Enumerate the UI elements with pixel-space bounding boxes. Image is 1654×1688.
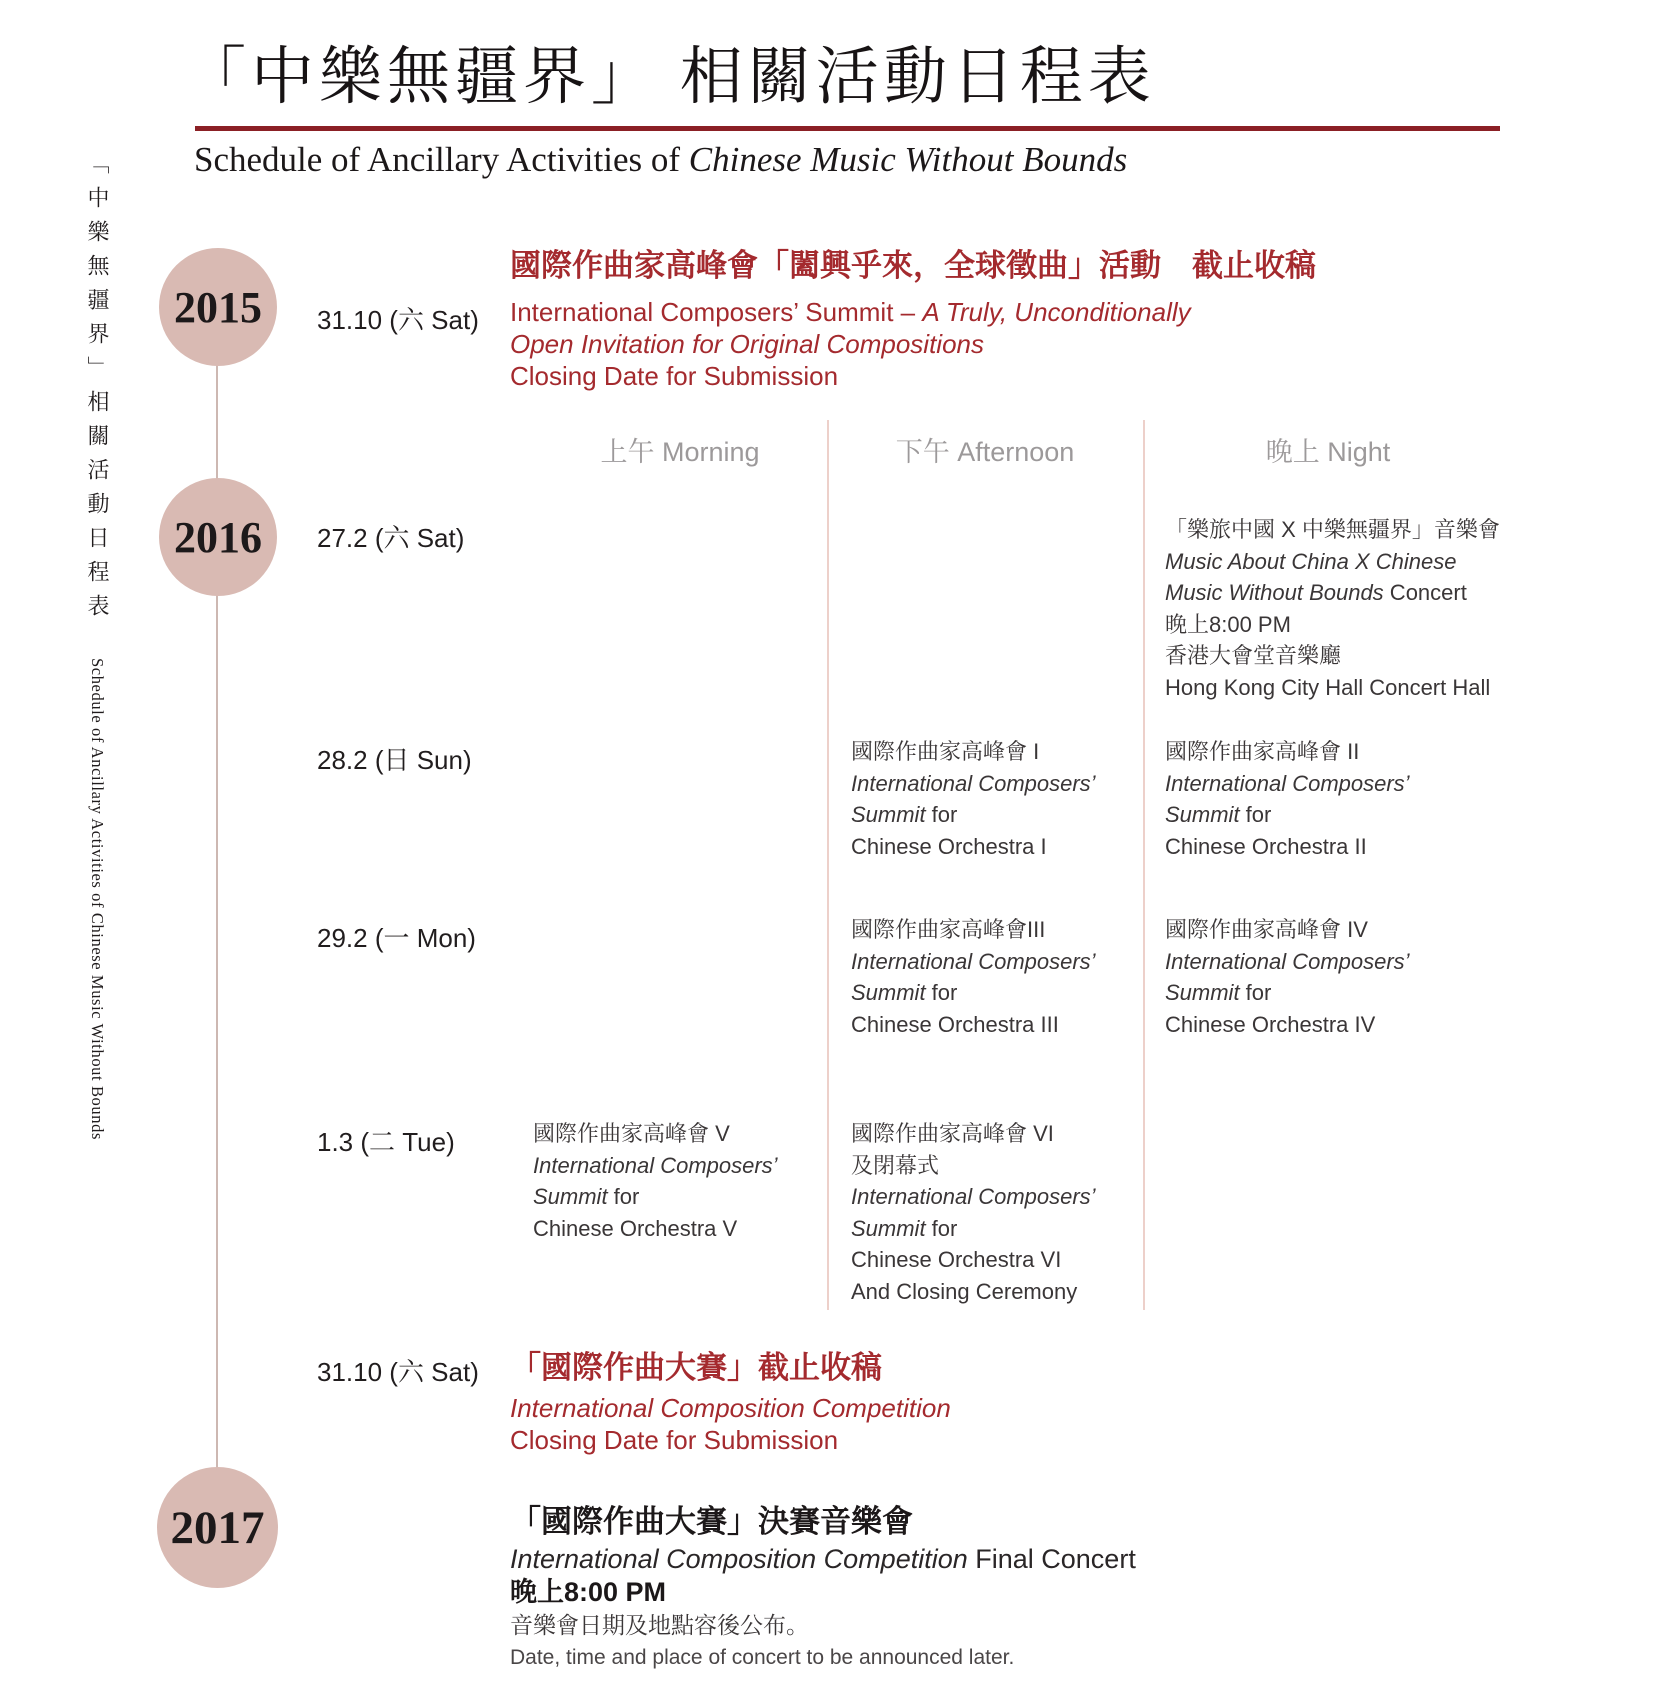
final-concert-en-italic: International Composition Competition: [510, 1544, 968, 1574]
summit-1-summit-word: Summit: [851, 802, 926, 827]
summit-4-zh: 國際作曲家高峰會 IV: [1165, 917, 1368, 942]
date-2016-28-2: 28.2 (日 Sun): [317, 745, 472, 775]
summit-4-en-line1: International Composers’: [1165, 948, 1410, 974]
summit-5-for-word: for: [607, 1184, 640, 1209]
year-marker-2016: 2016: [159, 478, 277, 596]
concert-title-en-italic: Music Without Bounds: [1165, 580, 1384, 605]
final-concert-en-regular: Final Concert: [967, 1544, 1136, 1574]
summit-4-for-word: for: [1239, 980, 1272, 1005]
page-subtitle: [194, 140, 1127, 180]
date-2016-1-3: 1.3 (二 Tue): [317, 1127, 455, 1157]
final-concert-time: 晚上8:00 PM: [510, 1577, 667, 1607]
event-2015-line1-regular: International Composers’ Summit –: [510, 297, 923, 327]
event-summit-5-cell: [533, 1118, 778, 1244]
event-2016-line1: International Composition Competition: [510, 1393, 951, 1423]
summit-3-en-line1: International Composers’: [851, 948, 1096, 974]
date-2016-27-2: 27.2 (六 Sat): [317, 523, 465, 553]
column-divider-2: [1143, 420, 1145, 1310]
summit-4-summit-word: Summit: [1165, 980, 1240, 1005]
summit-2-zh: 國際作曲家高峰會 II: [1165, 739, 1360, 764]
summit-2-en-line1: International Composers’: [1165, 770, 1410, 796]
summit-5-orchestra: Chinese Orchestra V: [533, 1215, 738, 1241]
summit-6-en-line1: International Composers’: [851, 1184, 1096, 1209]
final-concert-heading-en: [510, 1542, 1136, 1576]
concert-title-en-regular: Concert: [1383, 580, 1467, 605]
subtitle-prefix: Schedule of Ancillary Activities of: [194, 140, 689, 179]
summit-3-orchestra: Chinese Orchestra III: [851, 1011, 1059, 1037]
page-title: 「中樂無疆界」 相關活動日程表: [183, 42, 1156, 112]
concert-title-en-line2: [1165, 577, 1500, 609]
year-marker-2017: 2017: [157, 1467, 278, 1588]
event-2015-submission-deadline: [510, 248, 1316, 392]
event-2015-line1: [510, 296, 1316, 328]
event-summit-1-cell: [851, 736, 1096, 862]
summit-1-for-word: for: [925, 802, 958, 827]
summit-6-for-word: for: [925, 1215, 958, 1241]
event-summit-6-cell: [851, 1118, 1096, 1307]
date-2016-29-2: 29.2 (一 Mon): [317, 923, 476, 953]
column-header-morning: 上午 Morning: [600, 437, 760, 467]
summit-2-en-line2: [1165, 799, 1410, 831]
summit-5-summit-word: Summit: [533, 1184, 608, 1209]
summit-2-summit-word: Summit: [1165, 802, 1240, 827]
concert-title-en-line1: Music About China X Chinese: [1165, 548, 1457, 574]
event-2016-submission-deadline: [510, 1350, 951, 1456]
event-2016-line2: Closing Date for Submission: [510, 1425, 839, 1455]
summit-1-en-line2: [851, 799, 1096, 831]
summit-6-summit-word: Summit: [851, 1215, 926, 1241]
summit-6-orchestra: Chinese Orchestra VI: [851, 1247, 1062, 1272]
summit-6-zh2: 及閉幕式: [851, 1152, 940, 1178]
event-2015-heading-zh: 國際作曲家高峰會「闔興乎來，全球徵曲」活動 截止收稿: [510, 248, 1316, 283]
event-summit-2-cell: [1165, 736, 1410, 862]
vertical-sidebar: [82, 152, 113, 1632]
concert-venue-zh: 香港大會堂音樂廳: [1165, 643, 1342, 668]
event-summit-3-cell: [851, 914, 1096, 1040]
column-header-night: 晚上 Night: [1265, 437, 1391, 467]
summit-1-orchestra: Chinese Orchestra I: [851, 833, 1047, 859]
event-2015-line1-italic: A Truly, Unconditionally: [922, 297, 1191, 327]
final-concert-note-en: Date, time and place of concert to be announced later.: [510, 1646, 1015, 1669]
sidebar-title-zh: 「中樂無疆界」相關活動日程表: [85, 152, 110, 628]
concert-venue-en: Hong Kong City Hall Concert Hall: [1165, 674, 1491, 700]
summit-1-en-line1: International Composers’: [851, 770, 1096, 796]
summit-1-zh: 國際作曲家高峰會 I: [851, 739, 1040, 764]
summit-3-en-line2: [851, 977, 1096, 1009]
event-2016-heading-zh: 「國際作曲大賽」截止收稿: [510, 1350, 882, 1385]
date-2016-31-10: 31.10 (六 Sat): [317, 1357, 479, 1387]
concert-title-zh: 「樂旅中國 X 中樂無疆界」音樂會: [1165, 517, 1500, 542]
summit-3-zh: 國際作曲家高峰會III: [851, 917, 1046, 942]
summit-4-orchestra: Chinese Orchestra IV: [1165, 1011, 1376, 1037]
sidebar-title-en: Schedule of Ancillary Activities of Chinese Music Without Bounds: [88, 658, 107, 1140]
year-marker-2015: 2015: [159, 248, 277, 366]
event-2015-line3: Closing Date for Submission: [510, 361, 839, 391]
final-concert-heading-zh: 「國際作曲大賽」決賽音樂會: [510, 1504, 913, 1539]
summit-6-zh: 國際作曲家高峰會 VI: [851, 1121, 1054, 1146]
event-2017-final-concert: [510, 1502, 1136, 1674]
concert-time: 晚上8:00 PM: [1165, 611, 1291, 637]
title-underline: [195, 126, 1500, 131]
final-concert-note-zh: 音樂會日期及地點容後公布。: [510, 1612, 809, 1638]
column-header-afternoon: 下午 Afternoon: [895, 437, 1075, 467]
column-divider-1: [827, 420, 829, 1310]
event-concert-cell: [1165, 514, 1500, 703]
summit-6-en-line2: [851, 1213, 1096, 1245]
summit-5-zh: 國際作曲家高峰會 V: [533, 1121, 730, 1146]
summit-6-closing: And Closing Ceremony: [851, 1278, 1078, 1304]
summit-2-for-word: for: [1239, 802, 1272, 827]
event-summit-4-cell: [1165, 914, 1410, 1040]
summit-4-en-line2: [1165, 977, 1410, 1009]
subtitle-event-name: Chinese Music Without Bounds: [688, 140, 1128, 179]
summit-3-summit-word: Summit: [851, 980, 926, 1005]
summit-3-for-word: for: [925, 980, 958, 1005]
summit-5-en-line2: [533, 1181, 778, 1213]
summit-5-en-line1: International Composers’: [533, 1152, 778, 1178]
summit-2-orchestra: Chinese Orchestra II: [1165, 833, 1367, 859]
event-2015-line2: Open Invitation for Original Compositions: [510, 329, 985, 359]
date-2015-31-10: 31.10 (六 Sat): [317, 305, 479, 335]
